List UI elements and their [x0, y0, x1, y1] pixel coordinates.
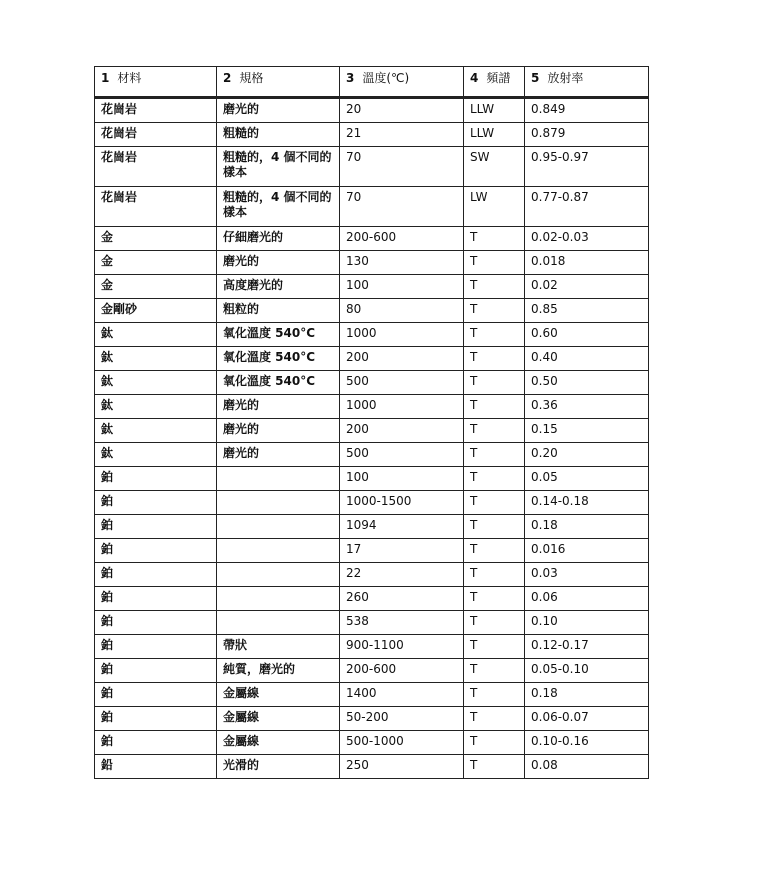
cell-spectrum: T [464, 371, 525, 395]
cell-material: 鉑 [95, 587, 217, 611]
cell-material: 花崗岩 [95, 147, 217, 187]
cell-temperature: 130 [340, 251, 464, 275]
cell-specification: 帶狀 [217, 635, 340, 659]
cell-spectrum: T [464, 707, 525, 731]
cell-material: 鉑 [95, 611, 217, 635]
cell-spectrum: T [464, 611, 525, 635]
cell-emissivity: 0.50 [525, 371, 649, 395]
table-row [95, 659, 649, 683]
table-row [95, 371, 649, 395]
cell-emissivity: 0.08 [525, 755, 649, 779]
header-label: 規格 [239, 71, 264, 85]
cell-emissivity: 0.06-0.07 [525, 707, 649, 731]
cell-specification: 磨光的 [217, 419, 340, 443]
cell-temperature: 1400 [340, 683, 464, 707]
cell-temperature: 500 [340, 443, 464, 467]
cell-spectrum: T [464, 347, 525, 371]
table-header [95, 67, 649, 98]
cell-temperature: 260 [340, 587, 464, 611]
cell-material: 鉛 [95, 755, 217, 779]
cell-spectrum: LLW [464, 123, 525, 147]
cell-spectrum: T [464, 395, 525, 419]
cell-specification: 磨光的 [217, 443, 340, 467]
header-spectrum [464, 67, 525, 98]
header-material [95, 67, 217, 98]
cell-specification: 磨光的 [217, 251, 340, 275]
header-number: 2 [223, 71, 232, 85]
cell-emissivity: 0.03 [525, 563, 649, 587]
cell-emissivity: 0.849 [525, 98, 649, 123]
cell-material: 鉑 [95, 515, 217, 539]
cell-emissivity: 0.879 [525, 123, 649, 147]
table-row [95, 98, 649, 123]
cell-material: 金 [95, 251, 217, 275]
cell-emissivity: 0.05 [525, 467, 649, 491]
cell-material: 鈦 [95, 347, 217, 371]
cell-specification: 磨光的 [217, 98, 340, 123]
cell-specification: 粗糙的，4 個不同的樣本 [217, 147, 340, 187]
cell-temperature: 100 [340, 467, 464, 491]
cell-specification: 仔細磨光的 [217, 227, 340, 251]
cell-emissivity: 0.36 [525, 395, 649, 419]
header-number: 4 [470, 71, 479, 85]
cell-emissivity: 0.15 [525, 419, 649, 443]
cell-specification: 粗粒的 [217, 299, 340, 323]
table-row [95, 123, 649, 147]
cell-spectrum: T [464, 563, 525, 587]
header-row [95, 67, 649, 98]
cell-emissivity: 0.018 [525, 251, 649, 275]
table-row [95, 251, 649, 275]
header-label: 溫度(℃) [362, 71, 410, 85]
cell-temperature: 1000 [340, 323, 464, 347]
cell-material: 鉑 [95, 467, 217, 491]
cell-material: 花崗岩 [95, 98, 217, 123]
cell-temperature: 1000-1500 [340, 491, 464, 515]
table-row [95, 515, 649, 539]
cell-spectrum: T [464, 323, 525, 347]
cell-temperature: 70 [340, 187, 464, 227]
table-row [95, 755, 649, 779]
cell-spectrum: T [464, 587, 525, 611]
table-body [95, 98, 649, 779]
cell-temperature: 200 [340, 419, 464, 443]
table-row [95, 227, 649, 251]
cell-specification: 金屬線 [217, 683, 340, 707]
cell-spectrum: T [464, 683, 525, 707]
cell-emissivity: 0.06 [525, 587, 649, 611]
cell-material: 金剛砂 [95, 299, 217, 323]
cell-temperature: 80 [340, 299, 464, 323]
cell-specification: 高度磨光的 [217, 275, 340, 299]
cell-material: 金 [95, 227, 217, 251]
table-row [95, 419, 649, 443]
cell-spectrum: T [464, 659, 525, 683]
cell-specification [217, 467, 340, 491]
cell-spectrum: T [464, 467, 525, 491]
table-row [95, 347, 649, 371]
cell-emissivity: 0.85 [525, 299, 649, 323]
cell-specification: 氧化溫度 540°C [217, 371, 340, 395]
cell-temperature: 1000 [340, 395, 464, 419]
cell-specification: 金屬線 [217, 707, 340, 731]
cell-spectrum: T [464, 731, 525, 755]
cell-spectrum: T [464, 539, 525, 563]
cell-material: 鉑 [95, 707, 217, 731]
cell-specification [217, 611, 340, 635]
cell-emissivity: 0.05-0.10 [525, 659, 649, 683]
cell-spectrum: LW [464, 187, 525, 227]
table-row [95, 147, 649, 187]
cell-material: 鈦 [95, 419, 217, 443]
cell-spectrum: T [464, 755, 525, 779]
cell-emissivity: 0.60 [525, 323, 649, 347]
cell-material: 鈦 [95, 443, 217, 467]
cell-specification [217, 491, 340, 515]
cell-temperature: 200-600 [340, 659, 464, 683]
table-row [95, 587, 649, 611]
cell-specification [217, 539, 340, 563]
cell-temperature: 500 [340, 371, 464, 395]
cell-temperature: 50-200 [340, 707, 464, 731]
cell-temperature: 250 [340, 755, 464, 779]
header-number: 3 [346, 71, 355, 85]
cell-specification: 磨光的 [217, 395, 340, 419]
cell-temperature: 20 [340, 98, 464, 123]
cell-spectrum: T [464, 635, 525, 659]
cell-emissivity: 0.18 [525, 683, 649, 707]
cell-emissivity: 0.02-0.03 [525, 227, 649, 251]
table-row [95, 491, 649, 515]
cell-temperature: 200-600 [340, 227, 464, 251]
header-label: 放射率 [547, 71, 584, 85]
cell-specification: 純質，磨光的 [217, 659, 340, 683]
cell-material: 鉑 [95, 731, 217, 755]
cell-temperature: 538 [340, 611, 464, 635]
cell-emissivity: 0.016 [525, 539, 649, 563]
cell-specification: 光滑的 [217, 755, 340, 779]
cell-specification: 氧化溫度 540°C [217, 323, 340, 347]
table-row [95, 187, 649, 227]
cell-material: 鈦 [95, 371, 217, 395]
header-emissivity [525, 67, 649, 98]
table-row [95, 467, 649, 491]
cell-temperature: 1094 [340, 515, 464, 539]
cell-material: 鉑 [95, 635, 217, 659]
table-row [95, 299, 649, 323]
cell-material: 鈦 [95, 395, 217, 419]
cell-emissivity: 0.10 [525, 611, 649, 635]
cell-material: 鉑 [95, 659, 217, 683]
cell-emissivity: 0.12-0.17 [525, 635, 649, 659]
cell-specification: 粗糙的，4 個不同的樣本 [217, 187, 340, 227]
cell-material: 花崗岩 [95, 123, 217, 147]
cell-spectrum: SW [464, 147, 525, 187]
cell-spectrum: T [464, 491, 525, 515]
cell-specification [217, 515, 340, 539]
cell-material: 鉑 [95, 683, 217, 707]
header-number: 5 [531, 71, 540, 85]
cell-material: 鈦 [95, 323, 217, 347]
table-row [95, 683, 649, 707]
table-row [95, 443, 649, 467]
cell-temperature: 21 [340, 123, 464, 147]
cell-spectrum: T [464, 419, 525, 443]
cell-spectrum: T [464, 299, 525, 323]
table-row [95, 731, 649, 755]
cell-specification: 氧化溫度 540°C [217, 347, 340, 371]
cell-emissivity: 0.77-0.87 [525, 187, 649, 227]
table-row [95, 275, 649, 299]
cell-specification [217, 563, 340, 587]
cell-spectrum: T [464, 443, 525, 467]
cell-temperature: 500-1000 [340, 731, 464, 755]
cell-specification [217, 587, 340, 611]
cell-spectrum: T [464, 251, 525, 275]
cell-temperature: 70 [340, 147, 464, 187]
cell-material: 鉑 [95, 563, 217, 587]
cell-emissivity: 0.40 [525, 347, 649, 371]
cell-material: 鉑 [95, 491, 217, 515]
cell-material: 花崗岩 [95, 187, 217, 227]
cell-emissivity: 0.95-0.97 [525, 147, 649, 187]
emissivity-table [94, 66, 649, 779]
cell-material: 金 [95, 275, 217, 299]
cell-spectrum: T [464, 275, 525, 299]
table-row [95, 395, 649, 419]
cell-temperature: 200 [340, 347, 464, 371]
cell-emissivity: 0.20 [525, 443, 649, 467]
table-row [95, 635, 649, 659]
header-label: 頻譜 [486, 71, 511, 85]
cell-temperature: 17 [340, 539, 464, 563]
header-specification [217, 67, 340, 98]
table-row [95, 539, 649, 563]
cell-emissivity: 0.02 [525, 275, 649, 299]
cell-temperature: 22 [340, 563, 464, 587]
cell-material: 鉑 [95, 539, 217, 563]
cell-emissivity: 0.10-0.16 [525, 731, 649, 755]
cell-emissivity: 0.18 [525, 515, 649, 539]
header-label: 材料 [117, 71, 142, 85]
cell-specification: 粗糙的 [217, 123, 340, 147]
header-number: 1 [101, 71, 110, 85]
table-row [95, 707, 649, 731]
cell-spectrum: LLW [464, 98, 525, 123]
header-temperature [340, 67, 464, 98]
cell-temperature: 900-1100 [340, 635, 464, 659]
table-row [95, 611, 649, 635]
cell-specification: 金屬線 [217, 731, 340, 755]
cell-emissivity: 0.14-0.18 [525, 491, 649, 515]
cell-temperature: 100 [340, 275, 464, 299]
cell-spectrum: T [464, 227, 525, 251]
table-row [95, 563, 649, 587]
cell-spectrum: T [464, 515, 525, 539]
table-row [95, 323, 649, 347]
